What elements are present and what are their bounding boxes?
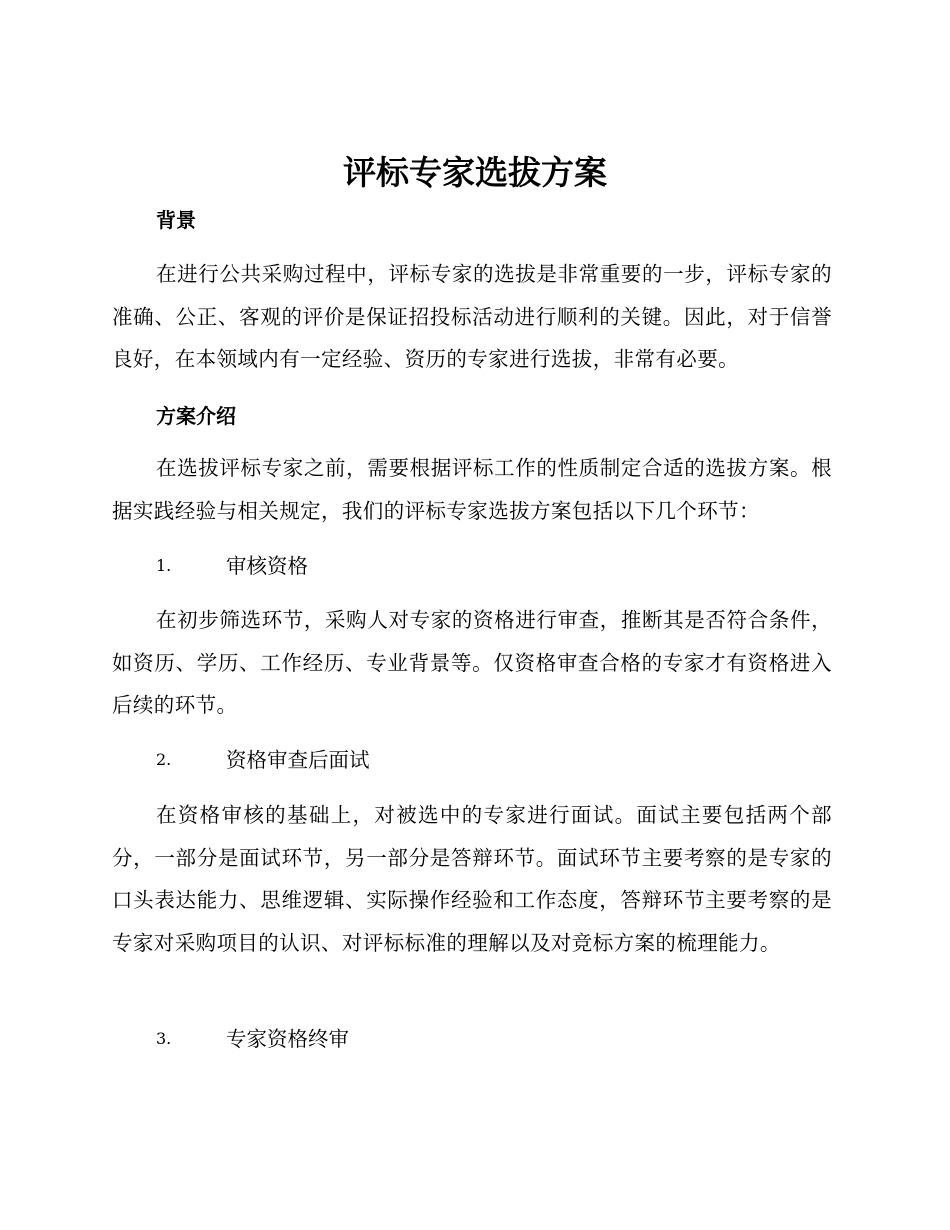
- plan-intro-paragraph: 在选拔评标专家之前，需要根据评标工作的性质制定合适的选拔方案。根据实践经验与相关规定，我们的评标专家选拔方案包括以下几个环节：: [112, 456, 832, 523]
- section-heading-background: 背景: [156, 208, 196, 232]
- list-item-title: 审核资格: [226, 554, 308, 578]
- list-number: 3.: [156, 1029, 172, 1048]
- step-1-paragraph: 在初步筛选环节，采购人对专家的资格进行审查，推断其是否符合条件，如资历、学历、工作经历、专业背景等。仅资格审查合格的专家才有资格进入后续的环节。: [112, 608, 832, 717]
- background-paragraph: 在进行公共采购过程中，评标专家的选拔是非常重要的一步，评标专家的准确、公正、客观的评价是保证招投标活动进行顺利的关键。因此，对于信誉良好，在本领域内有一定经验、资历的专家进行选拔，非常有必要。: [112, 262, 832, 371]
- list-item-step-1: [156, 551, 308, 581]
- section-heading-plan-intro: 方案介绍: [156, 404, 236, 428]
- list-number: 2.: [156, 750, 172, 769]
- step-2-paragraph: 在资格审核的基础上，对被选中的专家进行面试。面试主要包括两个部分，一部分是面试环节，另一部分是答辩环节。面试环节主要考察的是专家的口头表达能力、思维逻辑、实际操作经验和工作态度，答辩环节主要考察的是专家对采购项目的认识、对评标标准的理解以及对竞标方案的梳理能力。: [112, 803, 832, 955]
- document-title: 评标专家选拔方案: [343, 153, 607, 192]
- list-item-step-3: [156, 1024, 349, 1054]
- list-item-title: 资格审查后面试: [226, 748, 370, 772]
- list-number: 1.: [156, 556, 172, 575]
- list-item-step-2: [156, 745, 370, 775]
- list-item-title: 专家资格终审: [226, 1027, 349, 1051]
